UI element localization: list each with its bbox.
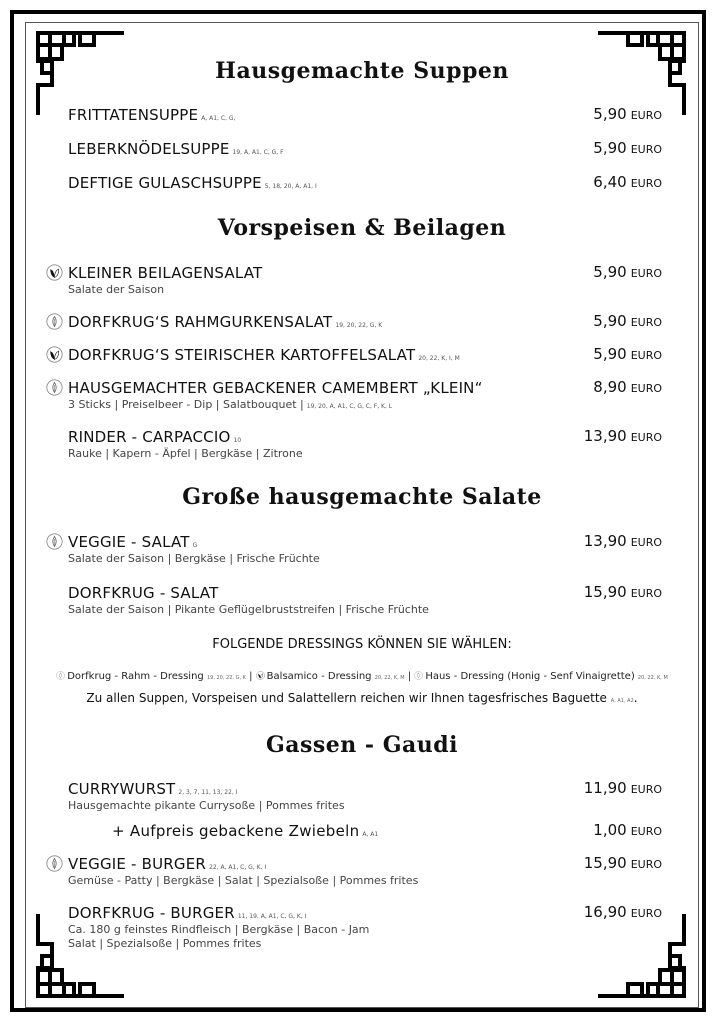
menu-item [68,173,668,192]
item-price: 6,40 EURO [593,173,662,191]
item-price: 11,90 EURO [583,779,662,797]
item-name: VEGGIE - SALAT [68,533,190,551]
vegetarian-icon [414,671,423,680]
item-description: 3 Sticks | Preiselbeer - Dip | Salatbouquet | 19, 20, A, A1, C, G, C, F, K, L [68,398,393,411]
item-name: RINDER - CARPACCIO [68,428,231,446]
allergen-codes: 11, 19, A, A1, C, G, K, I [237,913,307,920]
dressings-list [0,671,724,682]
item-name: LEBERKNÖDELSUPPE [68,140,230,158]
allergen-codes: 22, A, A1, C, G, K, I [209,864,267,871]
allergen-codes: A, A1, A2 [610,698,634,704]
item-description: Gemüse - Patty | Bergkäse | Salat | Spezialsoße | Pommes frites [68,874,419,887]
menu-item [68,779,668,812]
item-price: 5,90 EURO [593,139,662,157]
allergen-codes: 20, 22, K, M [637,675,668,681]
section-title-salads: Große hausgemachte Salate [182,484,542,510]
menu-item [68,263,668,296]
menu-item [68,378,668,411]
item-price: 15,90 EURO [583,854,662,872]
item-name: CURRYWURST [68,780,176,798]
item-description: Salate der Saison | Bergkäse | Frische Früchte [68,552,320,565]
menu-item [68,345,668,364]
allergen-codes: A, A1, C, G, [201,115,236,122]
menu-item [68,139,668,158]
item-price: 5,90 EURO [593,263,662,281]
dressing-name: Dorfkrug - Rahm - Dressing [67,671,204,682]
allergen-codes: 19, 20, 22, G, K [206,675,246,681]
vegan-icon [256,671,265,680]
item-price: 13,90 EURO [583,427,662,445]
allergen-codes: A, A1 [362,831,379,838]
item-price: 5,90 EURO [593,105,662,123]
allergen-codes: G [192,542,198,549]
item-name: DORFKRUG - SALAT [68,584,219,602]
baguette-note: Zu allen Suppen, Vorspeisen und Salattellern reichen wir Ihnen tagesfrisches Baguette A, A1, A2. [86,691,638,705]
item-price: 5,90 EURO [593,345,662,363]
menu-item [68,427,668,460]
separator: | [407,671,412,682]
separator: | [249,671,253,682]
item-name: VEGGIE - BURGER [68,855,207,873]
item-description: Rauke | Kapern - Äpfel | Bergkäse | Zitrone [68,447,303,460]
item-price: 1,00 EURO [593,821,662,839]
item-name: DORFKRUG‘S RAHMGURKENSALAT [68,313,333,331]
item-name: + Aufpreis gebackene Zwiebeln [112,822,360,840]
item-name: DORFKRUG - BURGER [68,904,235,922]
item-price: 15,90 EURO [583,583,662,601]
item-description: Ca. 180 g feinstes Rindfleisch | Bergkäse | Bacon - Jam [68,923,370,936]
allergen-codes: 19, 20, 22, G, K [335,322,383,329]
item-price: 13,90 EURO [583,532,662,550]
item-name: KLEINER BEILAGENSALAT [68,264,263,282]
item-description: Salate der Saison | Pikante Geflügelbruststreifen | Frische Früchte [68,603,429,616]
vegetarian-icon [46,379,63,396]
dressings-heading: FOLGENDE DRESSINGS KÖNNEN SIE WÄHLEN: [212,637,512,652]
allergen-codes: 20, 22, K, I, M [418,355,460,362]
menu-item [68,854,668,887]
item-price: 5,90 EURO [593,312,662,330]
item-description-line2: Salat | Spezialsoße | Pommes frites [68,937,262,950]
vegan-icon [46,346,63,363]
allergen-codes: 5, 18, 20, A, A1, I [264,183,317,190]
vegetarian-icon [46,533,63,550]
item-price: 16,90 EURO [583,903,662,921]
vegan-icon [46,264,63,281]
allergen-codes: 19, A, A1, C, G, F [232,149,284,156]
menu-item [68,105,668,124]
allergen-codes: 2, 3, 7, 11, 13, 22, I [178,789,238,796]
item-description: Hausgemachte pikante Currysoße | Pommes frites [68,799,345,812]
section-title-street-food: Gassen - Gaudi [265,732,459,758]
item-description: Salate der Saison [68,283,165,296]
allergen-codes: 20, 22, K, M [374,675,405,681]
dressing-name: Haus - Dressing (Honig - Senf Vinaigrette) [425,671,635,682]
dressing-name: Balsamico - Dressing [266,671,372,682]
section-title-soups: Hausgemachte Suppen [215,58,509,84]
item-name: DORFKRUG‘S STEIRISCHER KARTOFFELSALAT [68,346,416,364]
allergen-codes: 10 [233,437,242,444]
vegetarian-icon [56,671,65,680]
vegetarian-icon [46,855,63,872]
vegetarian-icon [46,313,63,330]
section-title-starters: Vorspeisen & Beilagen [217,215,507,241]
menu-item [68,583,668,616]
item-name: HAUSGEMACHTER GEBACKENER CAMEMBERT „KLEIN“ [68,379,483,397]
menu-item [68,312,668,331]
item-name: FRITTATENSUPPE [68,106,199,124]
menu-item [68,532,668,565]
item-price: 8,90 EURO [593,378,662,396]
menu-item [68,903,668,950]
item-name: DEFTIGE GULASCHSUPPE [68,174,262,192]
allergen-codes: 19, 20, A, A1, C, G, C, F, K, L [306,403,393,410]
